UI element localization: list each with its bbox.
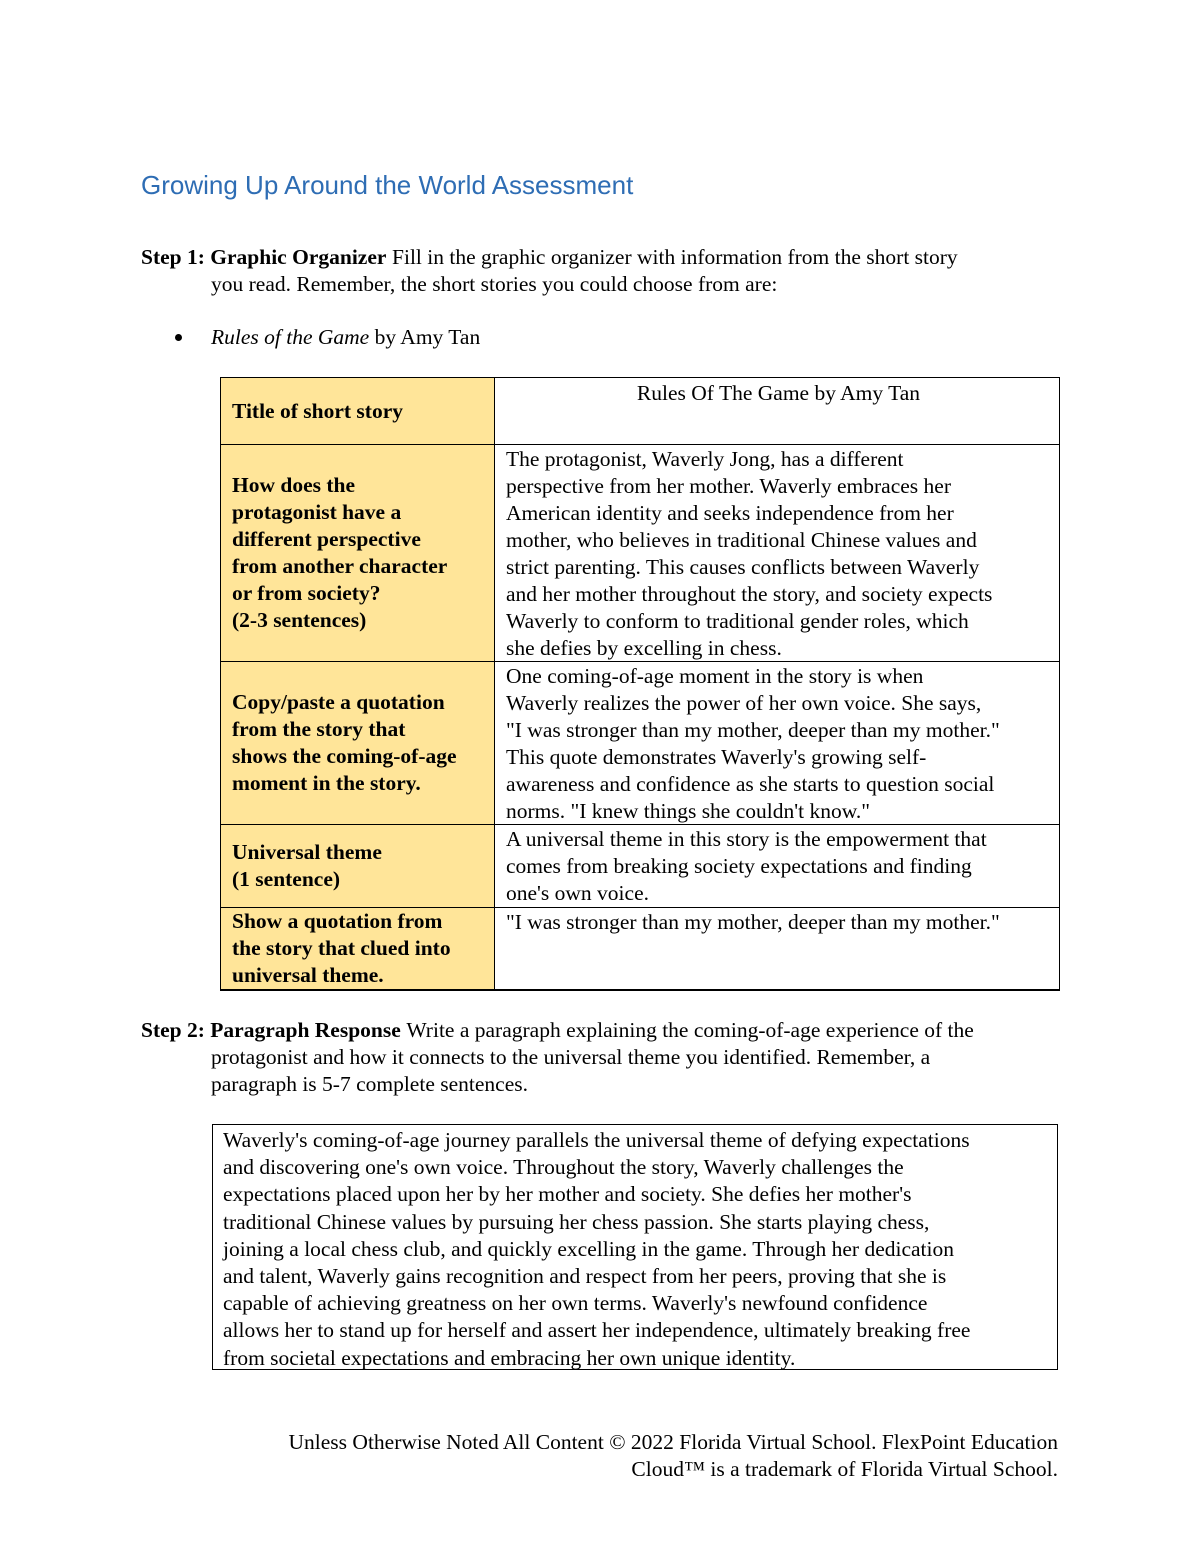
page-title: Growing Up Around the World Assessment — [141, 170, 634, 200]
prompt-line: from another character — [232, 554, 448, 578]
response-cell-title — [495, 378, 1060, 445]
paragraph-line: and discovering one's own voice. Throughout the story, Waverly challenges the — [223, 1155, 904, 1180]
response-line: "I was stronger than my mother, deeper than my mother." — [506, 910, 1000, 934]
prompt-cell-quotation — [221, 662, 495, 825]
response-line: The protagonist, Waverly Jong, has a different — [506, 447, 904, 471]
step-2-line-2: protagonist and how it connects to the universal theme you identified. Remember, a — [211, 1045, 931, 1069]
paragraph-line: capable of achieving greatness on her own terms. Waverly's newfound confidence — [223, 1291, 928, 1316]
prompt-line: Title of short story — [232, 398, 403, 423]
page-footer — [141, 1429, 1058, 1483]
paragraph-line: and talent, Waverly gains recognition and respect from her peers, proving that she is — [223, 1264, 947, 1289]
prompt-cell-theme-quotation — [221, 908, 495, 991]
step-1-instructions — [141, 244, 1059, 298]
prompt-line: shows the coming-of-age — [232, 744, 457, 768]
response-line: awareness and confidence as she starts to question social — [506, 772, 995, 796]
prompt-line: protagonist have a — [232, 500, 402, 524]
prompt-line: Copy/paste a quotation — [232, 690, 445, 714]
prompt-line: (1 sentence) — [232, 867, 341, 891]
step-1-label: Step 1: Graphic Organizer — [141, 245, 387, 269]
prompt-line: universal theme. — [232, 963, 384, 987]
prompt-cell-perspective — [221, 445, 495, 662]
prompt-cell-universal-theme — [221, 825, 495, 908]
step-1-line-1 — [141, 244, 1059, 271]
response-line: and her mother throughout the story, and society expects — [506, 582, 993, 606]
paragraph-line: expectations placed upon her by her mother and society. She defies her mother's — [223, 1182, 912, 1207]
prompt-line: How does the — [232, 473, 356, 497]
response-line: mother, who believes in traditional Chinese values and — [506, 528, 977, 552]
step-1-line-2: you read. Remember, the short stories you could choose from are: — [211, 272, 778, 296]
response-line: A universal theme in this story is the empowerment that — [506, 827, 987, 851]
paragraph-response-box — [212, 1124, 1058, 1370]
footer-line: Cloud™ is a trademark of Florida Virtual School. — [631, 1457, 1058, 1481]
bullet-icon — [175, 334, 182, 341]
response-line: she defies by excelling in chess. — [506, 636, 782, 660]
response-line: American identity and seeks independence from her — [506, 501, 954, 525]
prompt-line: from the story that — [232, 717, 406, 741]
response-line: Rules Of The Game by Amy Tan — [636, 381, 921, 405]
prompt-line: Show a quotation from — [232, 909, 443, 933]
response-line: comes from breaking society expectations and finding — [506, 854, 972, 878]
paragraph-line: Waverly's coming-of-age journey parallels the universal theme of defying expectations — [223, 1128, 970, 1152]
prompt-line: moment in the story. — [232, 771, 421, 795]
response-cell-universal-theme — [495, 825, 1060, 908]
paragraph-line: joining a local chess club, and quickly excelling in the game. Through her dedication — [223, 1236, 954, 1261]
step-2-line-1 — [141, 1017, 1059, 1044]
story-option-text — [211, 324, 480, 351]
response-line: perspective from her mother. Waverly embraces her — [506, 474, 952, 498]
response-line: strict parenting. This causes conflicts between Waverly — [506, 555, 980, 579]
response-line: One coming-of-age moment in the story is when — [506, 664, 924, 688]
response-cell-theme-quotation — [495, 908, 1060, 991]
story-option-item — [141, 324, 1059, 351]
prompt-line: Universal theme — [232, 840, 382, 864]
story-title: Rules of the Game — [211, 325, 370, 349]
step-2-text: Write a paragraph explaining the coming-of-age experience of the — [406, 1018, 974, 1042]
step-2-line-3: paragraph is 5-7 complete sentences. — [211, 1072, 528, 1096]
response-line: one's own voice. — [506, 881, 649, 905]
prompt-line: or from society? — [232, 581, 381, 605]
response-line: Waverly to conform to traditional gender roles, which — [506, 609, 969, 633]
graphic-organizer-table — [220, 377, 1060, 991]
paragraph-line: from societal expectations and embracing her own unique identity. — [223, 1345, 796, 1370]
paragraph-line: allows her to stand up for herself and assert her independence, ultimately breaking free — [223, 1318, 971, 1343]
story-author: by Amy Tan — [374, 325, 481, 349]
paragraph-line: traditional Chinese values by pursuing her chess passion. She starts playing chess, — [223, 1209, 930, 1234]
prompt-line: (2-3 sentences) — [232, 608, 367, 632]
response-cell-perspective — [495, 445, 1060, 662]
step-1-text: Fill in the graphic organizer with information from the short story — [392, 245, 958, 269]
footer-line: Unless Otherwise Noted All Content © 2022 Florida Virtual School. FlexPoint Education — [288, 1430, 1058, 1454]
response-line: This quote demonstrates Waverly's growing self- — [506, 745, 927, 769]
response-line: Waverly realizes the power of her own voice. She says, — [506, 691, 982, 715]
prompt-line: different perspective — [232, 527, 421, 551]
prompt-cell-title — [221, 378, 495, 445]
response-line: "I was stronger than my mother, deeper than my mother." — [506, 718, 1000, 742]
response-line: norms. "I knew things she couldn't know." — [506, 799, 870, 823]
response-cell-quotation — [495, 662, 1060, 825]
step-2-instructions — [141, 1017, 1059, 1098]
step-2-label: Step 2: Paragraph Response — [141, 1018, 401, 1042]
prompt-line: the story that clued into — [232, 936, 451, 960]
